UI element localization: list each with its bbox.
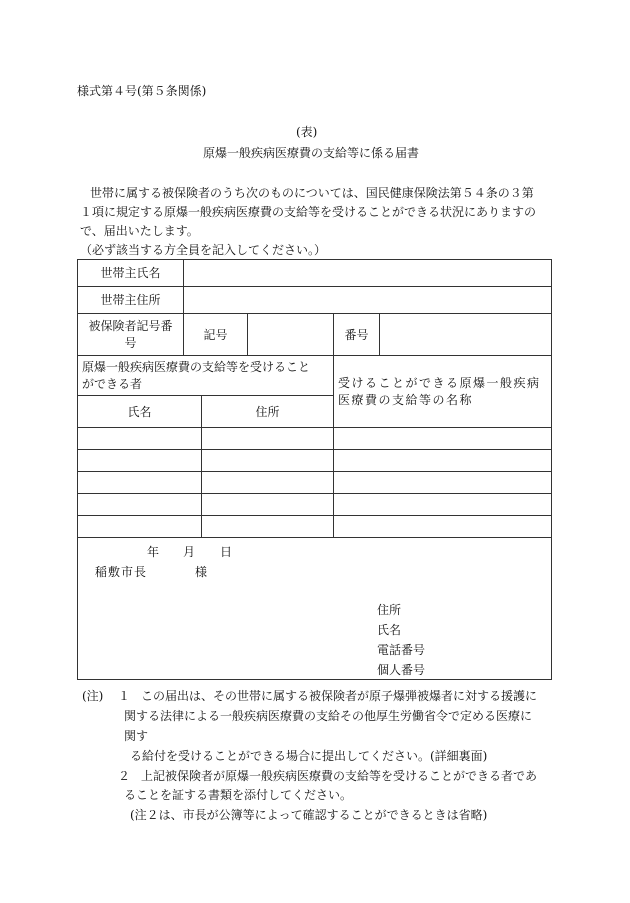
note-2-line-2: ることを証する書類を添付してください。 (124, 788, 353, 802)
entry-name-cell[interactable] (78, 516, 202, 538)
note-2-line-1: 上記被保険者が原爆一般疾病医療費の支給等を受けることができる者であ (141, 769, 538, 783)
addressee: 稲敷市長 (95, 565, 148, 579)
benefit-label-line-2: 医療費の支給等の名称 (338, 392, 474, 407)
note-1-number: １ (118, 689, 131, 703)
form-side-label: (表) (296, 125, 318, 139)
entry-benefit-cell[interactable] (334, 516, 552, 538)
number-label: 番号 (334, 314, 380, 356)
date-day-label: 日 (220, 545, 233, 559)
applicant-phone-label: 電話番号 (377, 643, 426, 657)
note-1-line-2: 関する法律による一般疾病医療費の支給その他厚生労働省令で定める医療に (124, 709, 533, 723)
entry-name-cell[interactable] (78, 428, 202, 450)
entry-name-cell[interactable] (78, 494, 202, 516)
addressee-honorific: 様 (195, 565, 208, 579)
intro-line-3: で、届出いたします。 (80, 224, 199, 238)
symbol-label: 記号 (184, 314, 248, 356)
col-name-header: 氏名 (78, 396, 202, 428)
insured-code-label-line-2: 号 (124, 335, 137, 350)
entry-address-cell[interactable] (202, 428, 334, 450)
applicant-personal-number-label: 個人番号 (377, 663, 426, 677)
form-title: 原爆一般疾病医療費の支給等に係る届書 (203, 146, 420, 160)
eligible-persons-label (78, 356, 334, 396)
note-2-number: ２ (118, 769, 131, 783)
note-1-line-3: 関す (124, 729, 149, 743)
note-1-line-4: る給付を受けることができる場合に提出してください。(詳細裏面) (130, 749, 488, 763)
entry-benefit-cell[interactable] (334, 472, 552, 494)
head-name-label: 世帯主氏名 (78, 260, 184, 287)
head-address-field[interactable] (184, 287, 552, 314)
entry-name-cell[interactable] (78, 472, 202, 494)
entry-benefit-cell[interactable] (334, 450, 552, 472)
head-address-label: 世帯主住所 (78, 287, 184, 314)
number-field[interactable] (380, 314, 552, 356)
applicant-address-label: 住所 (377, 603, 402, 617)
note-2-line-3: (注２は、市長が公簿等によって確認することができるときは省略) (130, 808, 488, 822)
intro-note: （必ず該当する方全員を記入してください。） (80, 243, 327, 257)
entry-address-cell[interactable] (202, 516, 334, 538)
applicant-name-label: 氏名 (377, 623, 402, 637)
symbol-field[interactable] (248, 314, 334, 356)
eligible-label-line-1: 原爆一般疾病医療費の支給等を受けること (82, 359, 311, 374)
entry-address-cell[interactable] (202, 472, 334, 494)
entry-address-cell[interactable] (202, 450, 334, 472)
entry-name-cell[interactable] (78, 450, 202, 472)
date-month-label: 月 (183, 545, 196, 559)
eligible-label-line-2: ができる者 (82, 376, 143, 391)
head-name-field[interactable] (184, 260, 552, 287)
entry-benefit-cell[interactable] (334, 428, 552, 450)
entry-address-cell[interactable] (202, 494, 334, 516)
col-address-header: 住所 (202, 396, 334, 428)
insured-code-label (78, 314, 184, 356)
intro-line-1: 世帯に属する被保険者のうち次のものについては、国民健康保険法第５４条の３第 (90, 186, 534, 200)
notes-prefix: (注) (82, 689, 104, 703)
insured-code-label-line-1: 被保険者記号番 (88, 318, 173, 333)
date-year-label: 年 (147, 545, 160, 559)
benefit-label-line-1: 受けることができる原爆一般疾病 (338, 375, 541, 390)
note-1-line-1: この届出は、その世帯に属する被保険者が原子爆弾被爆者に対する援護に (141, 689, 538, 703)
benefit-name-label (334, 356, 552, 428)
form-number: 様式第４号(第５条関係) (77, 84, 207, 98)
intro-line-2: １項に規定する原爆一般疾病医療費の支給等を受けることができる状況にありますの (80, 205, 537, 219)
application-form-table (77, 259, 552, 680)
entry-benefit-cell[interactable] (334, 494, 552, 516)
